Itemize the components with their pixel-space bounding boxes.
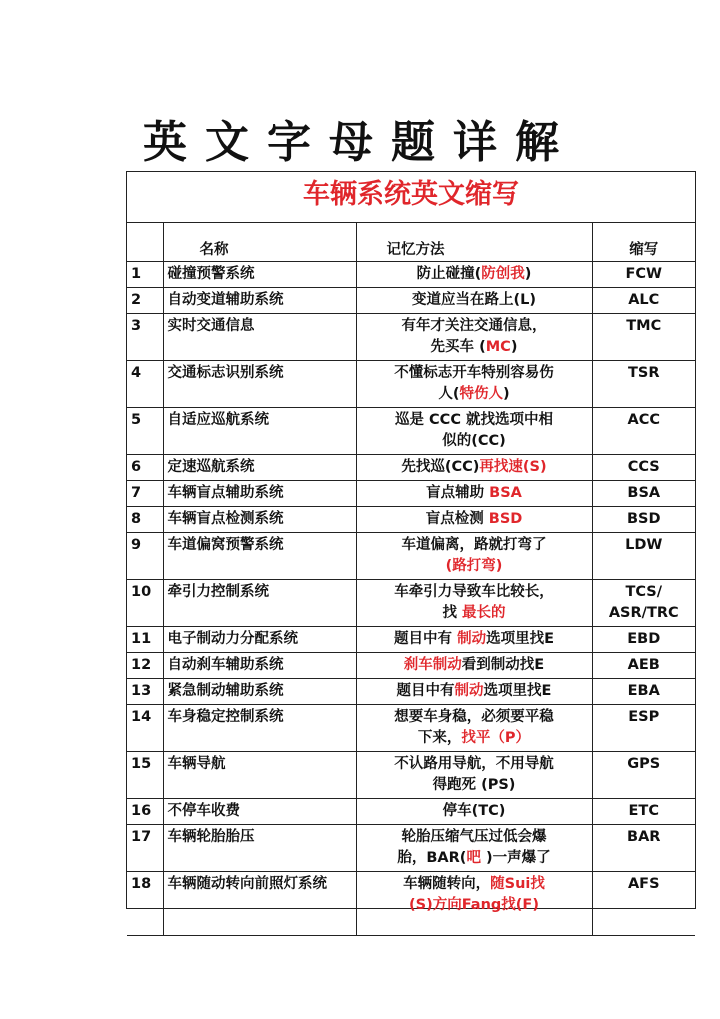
memory-method (356, 507, 592, 533)
table-row (127, 262, 695, 288)
table-row (127, 653, 695, 679)
system-name: 车辆随动转向前照灯系统 (163, 872, 356, 936)
system-name: 电子制动力分配系统 (163, 627, 356, 653)
system-name: 实时交通信息 (163, 314, 356, 361)
abbreviation: CCS (592, 455, 695, 481)
memory-text: 下来， (417, 730, 462, 746)
memory-method (356, 262, 592, 288)
row-number: 7 (127, 481, 163, 507)
header-abbr: 缩写 (592, 223, 695, 262)
table-row (127, 455, 695, 481)
table-row (127, 361, 695, 408)
row-number: 5 (127, 408, 163, 455)
memory-text: 选项里找E (486, 631, 554, 647)
memory-method (356, 752, 592, 799)
abbreviation: TSR (592, 361, 695, 408)
memory-text: 不懂标志开车特别容易伤 (394, 365, 554, 381)
row-number: 18 (127, 872, 163, 936)
system-name: 自动刹车辅助系统 (163, 653, 356, 679)
table-row (127, 288, 695, 314)
memory-text: ) (503, 386, 510, 402)
table-row (127, 580, 695, 627)
memory-method (356, 455, 592, 481)
table-row (127, 872, 695, 936)
row-number: 10 (127, 580, 163, 627)
memory-text: 防止碰撞( (416, 266, 482, 282)
abbreviation: ALC (592, 288, 695, 314)
table-row (127, 679, 695, 705)
memory-method (356, 580, 592, 627)
memory-method (356, 361, 592, 408)
memory-text: 盲点辅助 (426, 485, 490, 501)
system-name: 车身稳定控制系统 (163, 705, 356, 752)
memory-text: 找 (442, 605, 463, 621)
memory-text: 选项里找E (483, 683, 552, 699)
memory-text: 轮胎压缩气压过低会爆 (401, 829, 547, 845)
memory-highlight: 制动 (457, 631, 487, 647)
memory-highlight: BSD (488, 511, 523, 527)
abbreviation: LDW (592, 533, 695, 580)
abbreviation: BSD (592, 507, 695, 533)
system-name: 紧急制动辅助系统 (163, 679, 356, 705)
table-row (127, 752, 695, 799)
memory-highlight: 再找速(S) (479, 459, 547, 475)
system-name: 自适应巡航系统 (163, 408, 356, 455)
page-title: 英文字母题详解 (143, 117, 577, 168)
abbreviation: EBA (592, 679, 695, 705)
memory-highlight: 特伤人 (459, 386, 503, 402)
memory-text: 有年才关注交通信息， (401, 318, 547, 334)
system-name: 车道偏窝预警系统 (163, 533, 356, 580)
row-number: 8 (127, 507, 163, 533)
memory-text: 似的(CC) (442, 433, 506, 449)
row-number: 17 (127, 825, 163, 872)
table-row (127, 627, 695, 653)
row-number: 12 (127, 653, 163, 679)
memory-highlight: 防创我 (481, 266, 525, 282)
row-number: 1 (127, 262, 163, 288)
abbreviation: AFS (592, 872, 695, 936)
abbreviation: TMC (592, 314, 695, 361)
row-number: 14 (127, 705, 163, 752)
memory-highlight: BSA (489, 485, 522, 501)
abbreviation: GPS (592, 752, 695, 799)
row-number: 13 (127, 679, 163, 705)
row-number: 2 (127, 288, 163, 314)
memory-text: 题目中有 (396, 683, 455, 699)
memory-method (356, 314, 592, 361)
abbreviation: FCW (592, 262, 695, 288)
system-name: 车辆轮胎胎压 (163, 825, 356, 872)
memory-text: ) (524, 266, 532, 282)
memory-highlight: 随Sui找 (490, 876, 545, 892)
memory-method (356, 653, 592, 679)
memory-text: 得跑死 (PS) (432, 777, 516, 793)
system-name: 自动变道辅助系统 (163, 288, 356, 314)
table-row (127, 481, 695, 507)
memory-text: 车牵引力导致车比较长， (394, 584, 554, 600)
memory-text: 先找巡(CC) (401, 459, 480, 475)
memory-text: 车辆随转向， (403, 876, 491, 892)
header-row (127, 223, 695, 262)
memory-method (356, 825, 592, 872)
row-number: 11 (127, 627, 163, 653)
memory-text: 看到制动找E (461, 657, 545, 673)
memory-text: ) (510, 339, 518, 355)
row-number: 9 (127, 533, 163, 580)
memory-method (356, 627, 592, 653)
abbreviation: TCS/ ASR/TRC (592, 580, 695, 627)
table-row (127, 705, 695, 752)
system-name: 定速巡航系统 (163, 455, 356, 481)
memory-method (356, 288, 592, 314)
abbreviation: ETC (592, 799, 695, 825)
system-name: 牵引力控制系统 (163, 580, 356, 627)
row-number: 3 (127, 314, 163, 361)
system-name: 车辆导航 (163, 752, 356, 799)
memory-text: 停车(TC) (442, 803, 506, 819)
system-name: 交通标志识别系统 (163, 361, 356, 408)
table-row (127, 408, 695, 455)
abbreviation: BAR (592, 825, 695, 872)
system-name: 车辆盲点辅助系统 (163, 481, 356, 507)
memory-method (356, 408, 592, 455)
abbreviation-table-sheet (126, 171, 696, 913)
memory-highlight: (路打弯) (445, 558, 503, 574)
abbreviation: ESP (592, 705, 695, 752)
abbreviation: EBD (592, 627, 695, 653)
memory-method (356, 679, 592, 705)
memory-highlight: 吧 (466, 850, 481, 866)
memory-text: 人( (438, 386, 460, 402)
memory-highlight: MC (485, 339, 511, 355)
system-name: 车辆盲点检测系统 (163, 507, 356, 533)
memory-method (356, 481, 592, 507)
row-number: 16 (127, 799, 163, 825)
abbreviation: BSA (592, 481, 695, 507)
memory-highlight: (S)方向Fang找(F) (409, 897, 539, 913)
memory-highlight: 刹车制动 (403, 657, 462, 673)
abbreviation: AEB (592, 653, 695, 679)
table-row (127, 799, 695, 825)
header-name: 名称 (163, 223, 356, 262)
memory-text: 先买车 ( (430, 339, 486, 355)
table-row (127, 507, 695, 533)
memory-text: )一声爆了 (480, 850, 551, 866)
memory-text: 想要车身稳，必须要平稳 (394, 709, 554, 725)
abbreviation: ACC (592, 408, 695, 455)
system-name: 不停车收费 (163, 799, 356, 825)
system-name: 碰撞预警系统 (163, 262, 356, 288)
table-row (127, 533, 695, 580)
memory-text: 变道应当在路上(L) (412, 292, 536, 308)
memory-text: 胎，BAR( (397, 850, 467, 866)
memory-highlight: 找平（P） (461, 730, 531, 746)
memory-method (356, 705, 592, 752)
memory-method (356, 872, 592, 936)
memory-text: 车道偏离，路就打弯了 (401, 537, 547, 553)
header-memory: 记忆方法 (356, 223, 592, 262)
memory-text: 不认路用导航，不用导航 (394, 756, 554, 772)
abbreviation-table (127, 223, 695, 936)
memory-highlight: 最长的 (462, 605, 506, 621)
row-number: 4 (127, 361, 163, 408)
memory-method (356, 799, 592, 825)
table-row (127, 314, 695, 361)
row-number: 6 (127, 455, 163, 481)
table-title: 车辆系统英文缩写 (127, 172, 695, 223)
memory-text: 题目中有 (394, 631, 458, 647)
row-number: 15 (127, 752, 163, 799)
table-row (127, 825, 695, 872)
header-no (127, 223, 163, 262)
memory-method (356, 533, 592, 580)
memory-text: 巡是 CCC 就找选项中相 (394, 412, 554, 428)
memory-highlight: 制动 (454, 683, 484, 699)
memory-text: 盲点检测 (425, 511, 489, 527)
table-body (127, 262, 695, 936)
